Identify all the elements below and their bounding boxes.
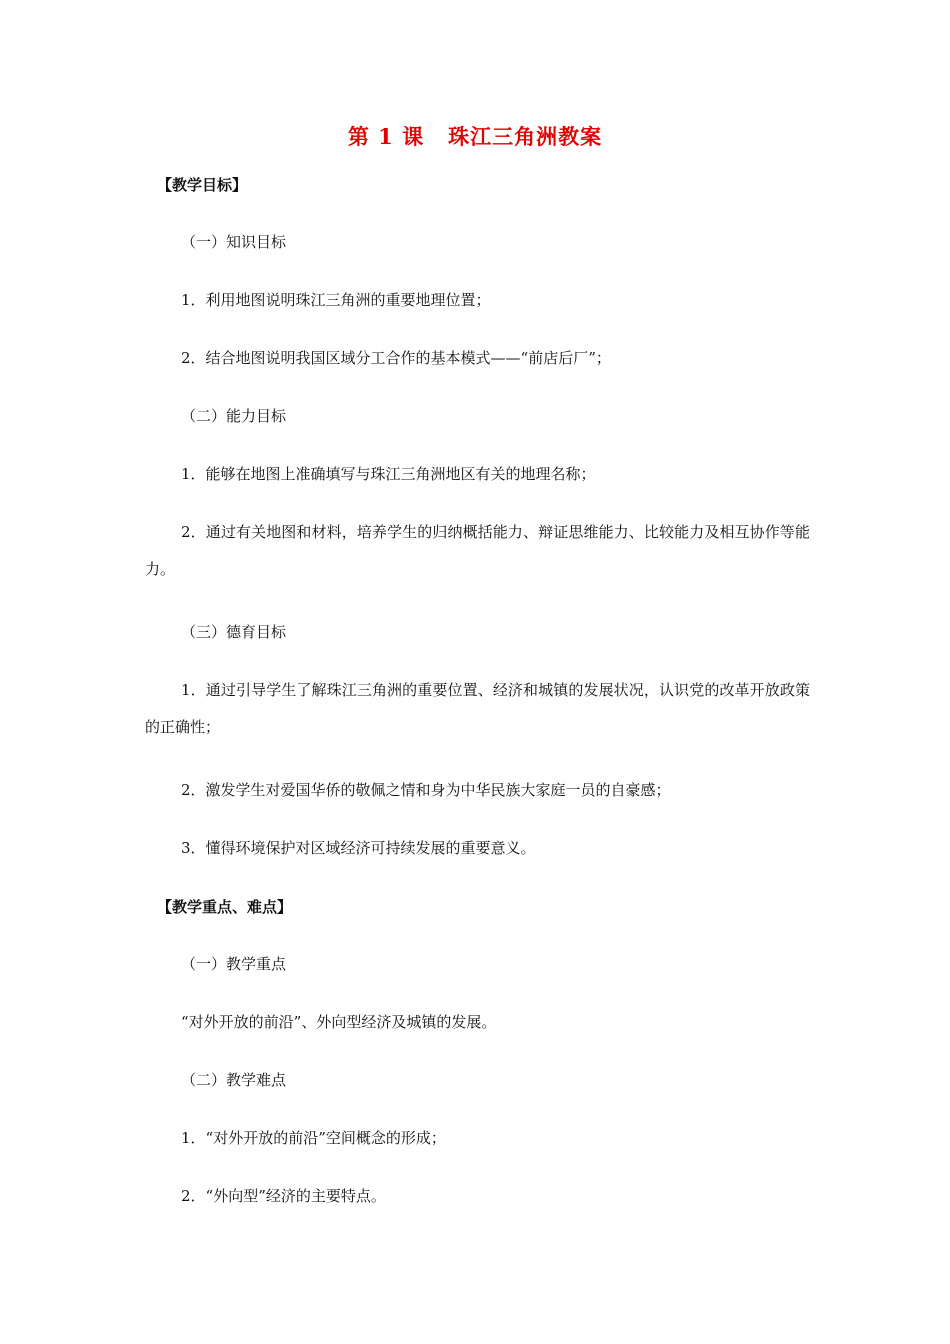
moral-item-1: 1．通过引导学生了解珠江三角洲的重要位置、经济和城镇的发展状况，认识党的改革开放政策的正确性；	[145, 681, 810, 736]
moral-item-2: 2．激发学生对爱国华侨的敬佩之情和身为中华民族大家庭一员的自豪感；	[181, 781, 671, 799]
ability-heading: （二）能力目标	[181, 407, 287, 425]
key-points-heading: 【教学重点、难点】	[157, 898, 293, 916]
knowledge-item-1: 1．利用地图说明珠江三角洲的重要地理位置；	[181, 291, 491, 309]
lesson-number: 第 1 课	[347, 124, 425, 149]
ability-item-2: 2．通过有关地图和材料，培养学生的归纳概括能力、辩证思维能力、比较能力及相互协作等能力。	[145, 523, 810, 578]
knowledge-heading: （一）知识目标	[181, 233, 287, 251]
ability-item-1: 1．能够在地图上准确填写与珠江三角洲地区有关的地理名称；	[181, 465, 596, 483]
page-title	[0, 121, 950, 151]
difficulty-heading: （二）教学难点	[181, 1071, 287, 1089]
focus-text: “对外开放的前沿”、外向型经济及城镇的发展。	[181, 1013, 497, 1031]
lesson-name: 珠江三角洲教案	[448, 124, 603, 149]
knowledge-item-2: 2．结合地图说明我国区域分工合作的基本模式——“前店后厂”；	[181, 349, 611, 367]
moral-item-3: 3．懂得环境保护对区域经济可持续发展的重要意义。	[181, 839, 536, 857]
difficulty-item-1: 1．“对外开放的前沿”空间概念的形成；	[181, 1129, 446, 1147]
focus-heading: （一）教学重点	[181, 955, 287, 973]
objectives-heading: 【教学目标】	[157, 176, 248, 194]
moral-heading: （三）德育目标	[181, 623, 287, 641]
difficulty-item-2: 2．“外向型”经济的主要特点。	[181, 1187, 386, 1205]
